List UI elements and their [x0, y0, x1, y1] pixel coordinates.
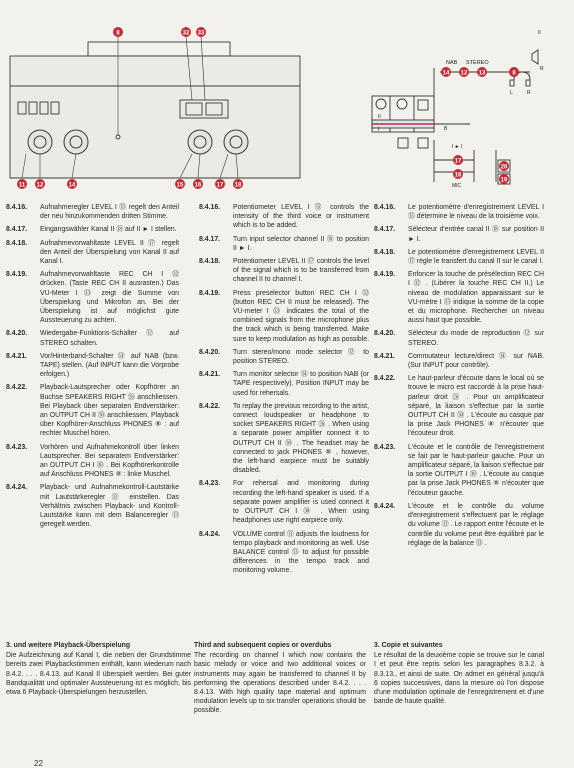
section-title: 3. Copie et suivantes — [374, 642, 443, 649]
badge-18 — [233, 179, 243, 189]
list-item: 8.4.16. Le potentiomètre d'enregistrement LEVEL I ⑮ détermine le niveau de la troisième voix. — [374, 204, 544, 221]
tape-deck-diagram — [0, 0, 574, 200]
badge-16-flow — [453, 169, 463, 179]
headphone-l-label: L — [510, 90, 513, 96]
section-german — [6, 641, 191, 697]
badge-15 — [175, 179, 185, 189]
stereo-label: STEREO — [466, 60, 489, 66]
page-number: 22 — [34, 759, 43, 768]
svg-text:17: 17 — [216, 182, 224, 189]
list-item: 8.4.17. Eingangswähler Kanal II ⑱ auf II ► I stellen. — [6, 226, 177, 234]
svg-text:12: 12 — [36, 182, 44, 189]
badge-16 — [193, 179, 203, 189]
svg-text:19: 19 — [500, 177, 508, 184]
german-instructions — [6, 203, 179, 534]
list-item: 8.4.19. Press preselector button REC CH I ㉜ (button REC CH II must be released). The VU-meter I ㉝ indicates the total of the combined signals from the microphone plus the track which is being transferred. Make sure to keep modulation as high as possible. — [199, 289, 369, 343]
list-item: 8.4.24. L'écoute et le contrôle du volume d'enregistrement s'effectuent par le réglage du volume ⑪ . Le rapport entre l'écoute et le contrôle du volume peut être équilibré par le réglage de la balance ⑬ . — [374, 502, 544, 547]
speaker-r-label: R — [540, 66, 544, 72]
list-item: 8.4.17. Sélecteur d'entrée canal II ⑱ sur position II ► I. — [374, 226, 544, 243]
section-english — [194, 641, 366, 716]
badge-13-flow — [477, 67, 487, 77]
list-item: 8.4.18. Potentiometer LEVEL II ⑰ controls the level of the signal which is to be transferred from channel II to channel I. — [199, 258, 369, 284]
list-item: 8.4.21. Turn monitor selector ⑭ to position NAB (or TAPE respectively). Position INPUT may be used for rehersals. — [199, 371, 369, 397]
list-item: 8.4.16. Aufnahmeregler LEVEL I ⑮ regelt den Anteil der neu hinzukommenden dritten Stimme. — [6, 204, 179, 221]
speaker-ii-label: II — [538, 30, 541, 36]
list-item: 8.4.22. To replay the previous recording to the artist, connect loudspeaker or headphone to socket SPEAKERS RIGHT ㉖ . When using a separate power amplifier connect it to OUTPUT CH II ㉚ . The headset may be connected to jack PHONES ⑧ , however, the left-hand earpiece must be suitably disabled. — [199, 402, 369, 475]
track-ii-label: II — [378, 114, 381, 120]
badge-32 — [181, 27, 191, 37]
list-item: 8.4.20. Turn stereo/mono mode selector ⑫ to position STEREO. — [199, 348, 369, 366]
list-item: 8.4.19. Aufnahmevorwahltaste REC CH I ㉜ drücken. (Taste REC CH II ausrasten.) Das VU-Meter I ㉝ zeigt die Summe von Überspielung und Mikrofon an. Bei der Überspielung ist auf möglichst gute Aussteuerung zu achten. — [6, 271, 179, 325]
badge-19-flow — [499, 174, 509, 184]
list-item: 8.4.23. L'écoute et le contrôle de l'enregistrement se fait par le haut-parleur gauche. Pour un amplificateur séparé, la liaison s'effectue par la sortie OUTPUT I ㉚ . L'écoute au casque par la prise Jack PHONES ⑧ n'écouter que l'écouteur gauche. — [374, 443, 544, 497]
track-i-label: I — [378, 127, 380, 133]
svg-text:32: 32 — [182, 30, 190, 37]
list-item: 8.4.21. Commutateur lecture/direct ⑭ sur NAB. (Sur INPUT pour contrôle). — [374, 352, 544, 370]
badge-12-flow — [459, 67, 469, 77]
svg-text:16: 16 — [194, 182, 202, 189]
list-item: 8.4.24. Playback- und Aufnahmekontroll-Lautstärke mit Lautstärkeregler ⑪ einstellen. Das Verhältnis zwischen Playback- und Kontroll-Lautstärke kann mit dem Balanceregler ⑬ geregelt werden. — [6, 484, 179, 529]
nab-label: NAB — [446, 60, 458, 66]
english-instructions — [199, 203, 369, 580]
mic-label: MIC — [452, 183, 462, 189]
svg-text:14: 14 — [68, 182, 76, 189]
list-item: 8.4.23. Vorhören und Aufnahmekontroll über linken Lautsprecher. Bei separatem Endverstärker: an OUTPUT CH I ㉚ . Bei Kopfhörerkontrolle auf Anschluss PHONES ⑧ : linke Muschel. — [6, 443, 179, 479]
section-text: The recording on channel I which now contains the basic melody or voice and two additional voices or instruments may again be transferred to channel II by performing the operations described under 8.4.2. . . . 8.4.13. With high quality tape material and optimum modulation levels up to six transfer operations should be possible. — [194, 652, 366, 715]
list-item: 8.4.21. Vor/Hinterband-Schalter ⑭ auf NAB (bzw. TAPE) stellen. (Auf INPUT kann die Vorprobe erfolgen.) — [6, 352, 179, 379]
badge-11 — [17, 179, 27, 189]
list-item: 8.4.22. Playback-Lautsprecher oder Kopfhörer an Buchse SPEAKERS RIGHT ㉖ anschliessen. Bei Playback über separaten Endverstärker: an OUTPUT CH II ㉚ anschliessen. Playback über Kopfhörer-Anschluss PHONES ⑧ : auf rechter Muschel hören. — [6, 384, 179, 438]
svg-text:20: 20 — [500, 164, 508, 171]
svg-text:16: 16 — [454, 172, 462, 179]
svg-text:8: 8 — [116, 30, 120, 37]
section-text: Le résultat de la deuxième copie se trouve sur le canal I et peut être repris selon les paragraphes 8.3.2. à 8.3.13., et ainsi de suite. On admet en général jusqu'à 6 copies successives, dans la mesure où l'on dispose d'une modulation optimale de l'enregistrement et d'une bande de haute qualité. — [374, 652, 544, 706]
list-item: 8.4.20. Wiedergabe-Funktions-Schalter ⑫ auf STEREO schalten. — [6, 330, 179, 347]
tape-recorder-front-panel — [10, 42, 300, 178]
badge-20-flow — [499, 161, 509, 171]
list-item: 8.4.20. Sélecteur du mode de reproduction ⑫ sur STEREO. — [374, 330, 544, 347]
badge-14 — [67, 179, 77, 189]
french-instructions — [374, 203, 544, 552]
list-item: 8.4.24. VOLUME control ⑪ adjusts the loudness for tempo playback and monitoring as well. Use BALANCE control ⑬ to adjust for possible differences in the tempo track and monitoring volume. — [199, 530, 369, 575]
badge-17-flow — [453, 155, 463, 165]
track-b-label: B — [444, 126, 448, 132]
svg-text:8: 8 — [512, 70, 516, 77]
list-item: 8.4.18. Aufnahmevorwahltaste LEVEL II ⑰ regelt den Anteil der Überspielung von Kanal II auf Kanal I. — [6, 239, 179, 266]
svg-text:12: 12 — [460, 70, 468, 77]
section-title: Third and subsequent copies or overdubs — [194, 642, 332, 649]
badge-8-flow — [509, 67, 519, 77]
section-french — [374, 641, 544, 706]
svg-text:17: 17 — [454, 158, 462, 165]
badge-12 — [35, 179, 45, 189]
badge-14-flow — [441, 67, 451, 77]
headphone-r-label: R — [527, 90, 531, 96]
list-item: 8.4.17. Turn input selector channel II ⑱ to position II ► I. — [199, 235, 369, 252]
svg-text:18: 18 — [234, 182, 242, 189]
section-title: 3. und weitere Playback-Überspielung — [6, 642, 131, 649]
svg-text:33: 33 — [197, 30, 205, 37]
list-item: 8.4.18. Le potentiomètre d'enregistrement LEVEL II ⑰ règle le transfert du canal II sur le canal I. — [374, 248, 544, 266]
badge-33 — [196, 27, 206, 37]
list-item: 8.4.16. Potentiometer LEVEL I ⑮ controls the intensity of the third voice or instrument which is to be added. — [199, 204, 369, 230]
svg-text:11: 11 — [18, 182, 26, 189]
list-item: 8.4.19. Enfoncer la touche de présélection REC CH I ㉜ . (Libérer la touche REC CH II.) Le niveau de modulation apparaissant sur le VU-mètre I ㉝ indique la somme de la copie et du microphone. Rechercher un niveau aussi haut que possible. — [374, 271, 544, 325]
svg-text:14: 14 — [442, 70, 450, 77]
list-item: 8.4.22. Le haut-parleur d'écoute dans le local où se trouve le micro est raccordé à la prise haut-parleur droit ㉖ . Pour un amplificateur séparé, la liaison s'effectue par la sortie OUTPUT CH II ㉚ . L'écoute au casque par la prise Jack PHONES ⑧ n'écouter que l'écouteur droit. — [374, 375, 544, 438]
section-text: Die Aufzeichnung auf Kanal I, die neben der Grundstimme bereits zwei Playbackstimmen enthält, kann wiederum nach 8.4.2. . . . 8.4.13. auf Kanal II überspielt werden. Bei guter Bandqualität und optimaler Aussteuerung ist es möglich, bis etwa 6 Playback-Überspielungen herzustellen. — [6, 652, 191, 697]
list-item: 8.4.23. For rehersal and monitoring during recording the left-hand speaker is used. If a separate power amplifier is used connect it to OUTPUT CH I ㉚ . When using headphones use right earpiece only. — [199, 480, 369, 525]
svg-text:13: 13 — [478, 70, 486, 77]
badge-17 — [215, 179, 225, 189]
input-selector-label: I ► I — [452, 144, 463, 150]
badge-8 — [113, 27, 123, 37]
svg-text:15: 15 — [176, 182, 184, 189]
